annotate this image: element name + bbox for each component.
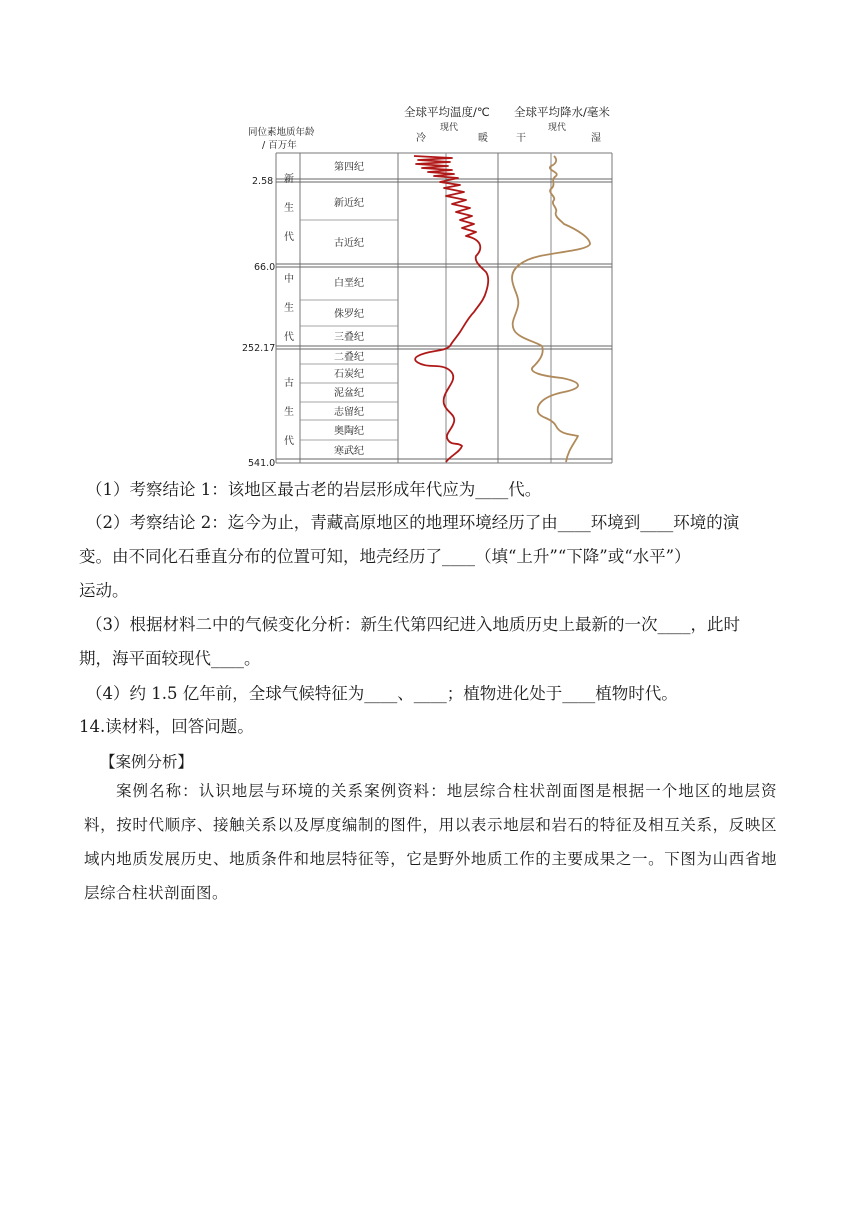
age-axis-title: 同位素地质年龄: [248, 127, 315, 138]
era-char: 代: [284, 232, 294, 243]
period-label: 石炭纪: [334, 369, 364, 380]
era-char: 代: [284, 332, 294, 343]
precip-modern: 现代: [548, 123, 567, 133]
case-heading: 【案例分析】: [100, 753, 194, 771]
temp-cold: 冷: [416, 133, 426, 144]
era-char: 生: [284, 203, 294, 214]
period-label: 志留纪: [334, 407, 364, 418]
precip-title: 全球平均降水/毫米: [514, 105, 610, 119]
period-label: 新近纪: [334, 198, 364, 209]
question-1: （1）考察结论 1：该地区最古老的岩层形成年代应为____代。: [86, 480, 542, 499]
age-label: 541.0: [248, 458, 276, 469]
period-label: 二叠纪: [334, 352, 364, 363]
temperature-curve: [414, 156, 488, 462]
question-2-line-1: （2）考察结论 2：迄今为止，青藏高原地区的地理环境经历了由____环境到____环境的演: [86, 513, 740, 532]
age-label: 2.58: [252, 176, 274, 187]
age-axis-unit: / 百万年: [262, 140, 297, 151]
era-char: 生: [284, 407, 294, 418]
case-body: 案例名称：认识地层与环境的关系案例资料：地层综合柱状剖面图是根据一个地区的地层资料，按时代顺序、接触关系以及厚度编制的图件，用以表示地层和岩石的特征及相互关系，反映区域内地质发展历史、地质条件和地层特征等，它是野外地质工作的主要成果之一。下图为山西省地层综合柱状剖面图。: [84, 782, 777, 902]
age-label: 252.17: [242, 343, 276, 354]
question-3-line-1: （3）根据材料二中的气候变化分析：新生代第四纪进入地质历史上最新的一次____，此时: [86, 615, 740, 634]
period-label: 第四纪: [334, 162, 364, 173]
question-3-line-2: 期，海平面较现代____。: [79, 649, 261, 668]
temp-warm: 暖: [478, 133, 488, 144]
temp-modern: 现代: [440, 123, 459, 133]
era-labels: [284, 173, 294, 447]
temp-title: 全球平均温度/℃: [404, 105, 490, 119]
period-label: 奥陶纪: [334, 426, 364, 437]
figure-svg: [238, 100, 624, 472]
period-label: 古近纪: [334, 238, 364, 249]
question-2-line-2: 变。由不同化石垂直分布的位置可知，地壳经历了____（填“上升”“下降”或“水平”）: [79, 547, 691, 566]
era-char: 代: [284, 436, 294, 447]
question-2-line-3: 运动。: [79, 581, 129, 600]
period-label: 侏罗纪: [334, 309, 364, 320]
figure-frame: [276, 153, 612, 463]
question-14: 14.读材料，回答问题。: [79, 717, 254, 736]
era-char: 新: [284, 174, 294, 185]
era-char: 生: [284, 303, 294, 314]
period-label: 白垩纪: [334, 278, 364, 289]
period-label: 三叠纪: [334, 332, 364, 343]
era-char: 古: [284, 378, 294, 389]
precip-wet: 湿: [591, 133, 601, 144]
period-label: 泥盆纪: [334, 388, 364, 399]
question-4: （4）约 1.5 亿年前，全球气候特征为____、____；植物进化处于____植物时代。: [86, 684, 678, 703]
period-label: 寒武纪: [334, 446, 364, 457]
precip-dry: 干: [516, 133, 526, 144]
geologic-climate-figure: [238, 100, 624, 472]
age-label: 66.0: [254, 262, 276, 273]
era-char: 中: [284, 274, 294, 285]
period-labels: [334, 160, 364, 457]
